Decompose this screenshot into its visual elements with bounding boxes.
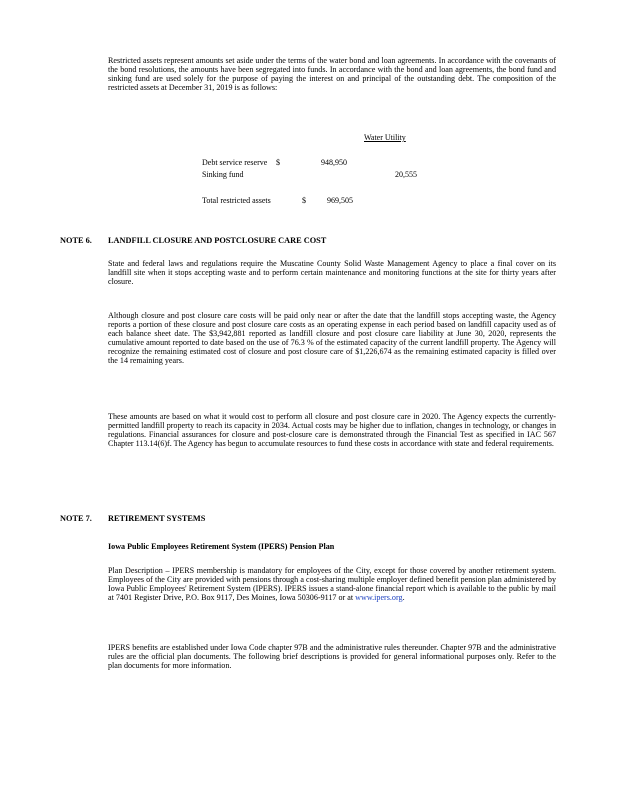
- restricted-assets-paragraph: Restricted assets represent amounts set aside under the terms of the water bond and loan agreements. In accordance with the covenants of the bond resolutions, the amounts have been segregated into funds. In accordance with the bond and loan agreements, the bond fund and sinking fund are used solely for the purpose of paying the interest on and principal of the outstanding debt. The composition of the restricted assets at December 31, 2019 is as follows:: [108, 56, 556, 93]
- note-6-paragraph-1: State and federal laws and regulations require the Muscatine County Solid Waste Management Agency to place a final cover on its landfill site when it stops accepting waste and to perform certain maintenance and monitoring functions at the site for thirty years after closure.: [108, 259, 556, 287]
- note-6-paragraph-2: Although closure and post closure care costs will be paid only near or after the date that the landfill stops accepting waste, the Agency reports a portion of these closure and post closure care costs as an operating expense in each period based on landfill capacity used as of each balance sheet date. The $3,942,881 reported as landfill closure and post closure care liability at June 30, 2020, represents the cumulative amount reported to date based on the use of 76.3 % of the estimated capacity of the current landfill property. The Agency will recognize the remaining estimated cost of closure and post closure care of $1,226,674 as the remaining estimated capacity is filled over the 14 remaining years.: [108, 311, 556, 366]
- plan-description-text: Plan Description – IPERS membership is mandatory for employees of the City, except for those covered by another retirement system. Employees of the City are provided with pensions through a cost-sharing multiple employer defined benefit pension plan administered by Iowa Public Employees' Retirement System (IPERS). IPERS issues a stand-alone financial report which is available to the public by mail at 7401 Register Drive, P.O. Box 9117, Des Moines, Iowa 50306-9117 or at: [108, 566, 556, 603]
- total-label: Total restricted assets: [202, 196, 271, 205]
- note-6-heading: [60, 236, 326, 246]
- table-total-row: [202, 196, 271, 206]
- plan-description-end: .: [402, 593, 405, 603]
- ipers-website-link[interactable]: www.ipers.org: [355, 593, 403, 603]
- row-value: 20,555: [395, 170, 417, 179]
- row-currency: $: [276, 158, 280, 167]
- note-7-heading: [60, 514, 205, 524]
- table-row: [202, 158, 267, 168]
- row-label: Sinking fund: [202, 170, 244, 179]
- note-6-paragraph-3: These amounts are based on what it would cost to perform all closure and post closure care in 2020. The Agency expects the currently-permitted landfill property to reach its capacity in 2034. Actual costs may be higher due to inflation, changes in technology, or changes in regulations. Financial assurances for closure and post-closure care is demonstrated through the Financial Test as specified in IAC 567 Chapter 113.14(6)f. The Agency has begun to accumulate resources to fund these costs in accordance with state and federal requirements.: [108, 412, 556, 449]
- note-number: NOTE 6.: [60, 236, 92, 245]
- plan-description-paragraph: [108, 566, 556, 602]
- note-title: RETIREMENT SYSTEMS: [108, 514, 206, 523]
- ipers-subheading: Iowa Public Employees Retirement System (IPERS) Pension Plan: [108, 542, 335, 551]
- note-title: LANDFILL CLOSURE AND POSTCLOSURE CARE COST: [108, 236, 327, 245]
- total-value: 969,505: [327, 196, 353, 205]
- table-row: [202, 170, 244, 180]
- benefits-paragraph: IPERS benefits are established under Iowa Code chapter 97B and the administrative rules thereunder. Chapter 97B and the administrative rules are the official plan documents. The following brief descriptions is provided for general informational purposes only. Refer to the plan documents for more information.: [108, 643, 556, 671]
- note-number: NOTE 7.: [60, 514, 92, 523]
- total-currency: $: [302, 196, 306, 205]
- row-value: 948,950: [321, 158, 347, 167]
- row-label: Debt service reserve: [202, 158, 268, 167]
- table-column-header: Water Utility: [364, 133, 406, 142]
